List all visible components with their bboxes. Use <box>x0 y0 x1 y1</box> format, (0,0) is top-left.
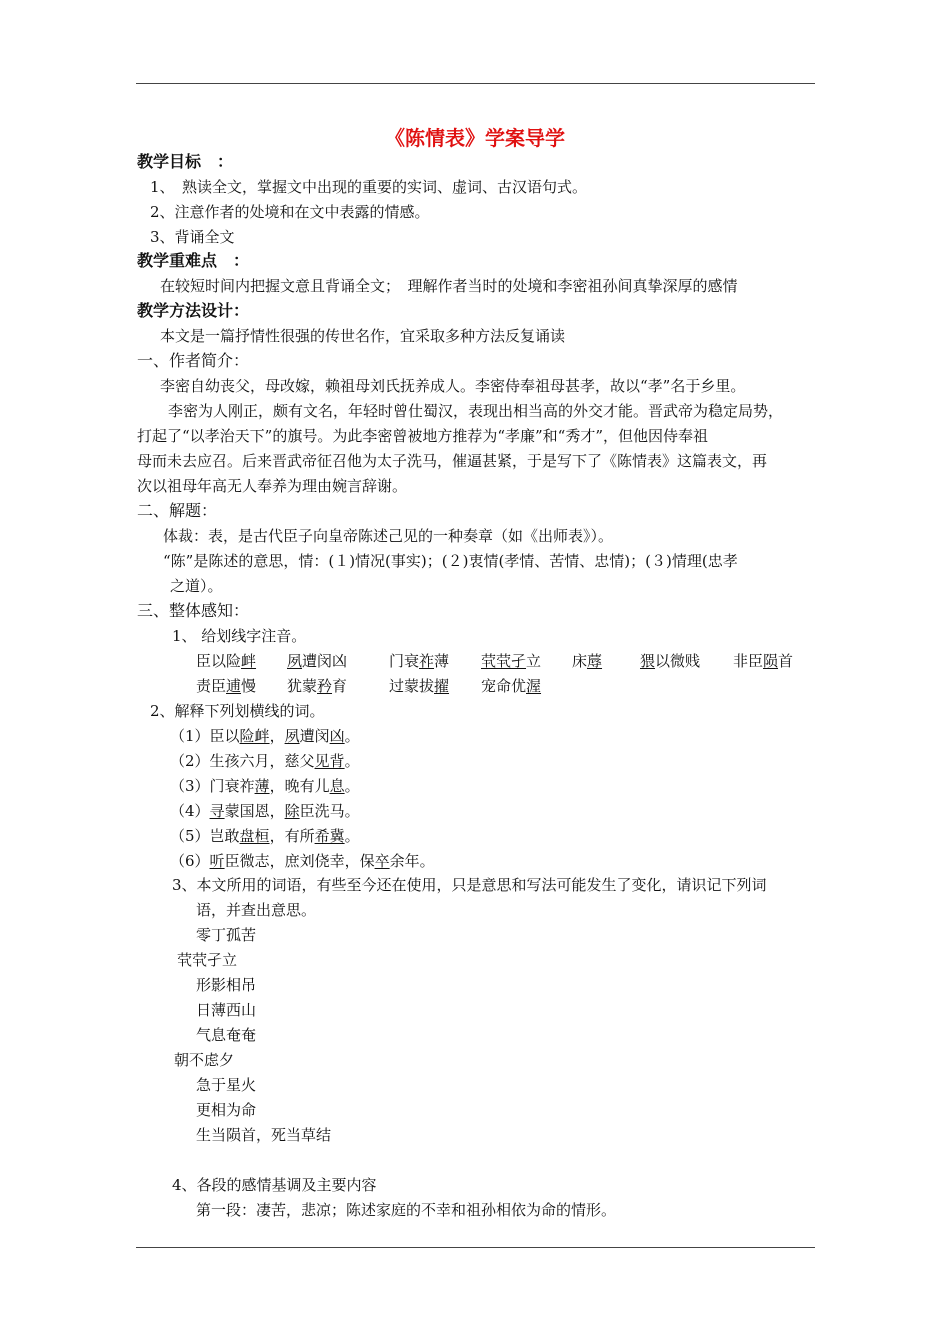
explain-item-text: 臣微志，庶刘侥幸，保 <box>224 852 375 870</box>
q4-label: 4、各段的感情基调及主要内容 <box>172 1176 377 1194</box>
explain-item-text: 蒙国恩， <box>224 802 285 820</box>
q1-label: 1、 给划线字注音。 <box>172 627 307 645</box>
word-item: 朝不虑夕 <box>174 1051 235 1069</box>
q2-label: 2、解释下列划横线的词。 <box>150 702 325 720</box>
word-item: 气息奄奄 <box>196 1026 257 1044</box>
pinyin-word-text: 遭闵凶 <box>302 652 348 670</box>
pinyin-word-text: 床 <box>572 652 588 670</box>
pinyin-word-text: 立 <box>526 652 542 670</box>
underlined-char: 陨 <box>763 652 779 670</box>
q4-text: 第一段：凄苦，悲凉；陈述家庭的不幸和祖孙相依为命的情形。 <box>196 1201 617 1219</box>
pinyin-word <box>481 676 541 696</box>
underlined-char: 猥 <box>640 652 656 670</box>
underlined-char: 蓐 <box>587 652 603 670</box>
underlined-word: 息 <box>329 777 345 795</box>
objective-item-1: 1、 熟读全文，掌握文中出现的重要的实词、虚词、古汉语句式。 <box>150 178 588 196</box>
explain-line-2: “陈”是陈述的意思，情：(１)情况(事实)；(２)衷情(孝情、苦情、忠情)；(３)情理(忠孝 <box>163 552 738 570</box>
underlined-char: 衅 <box>241 652 257 670</box>
explain-item-text: ，晚有儿 <box>269 777 330 795</box>
pinyin-word <box>481 651 541 671</box>
pinyin-word-text: 首 <box>778 652 794 670</box>
author-line-1: 李密自幼丧父，母改嫁，赖祖母刘氏抚养成人。李密侍奉祖母甚孝，故以“孝”名于乡里。 <box>160 377 746 395</box>
author-line-5: 次以祖母年高无人奉养为理由婉言辞谢。 <box>137 477 408 495</box>
underlined-word: 凶 <box>329 727 345 745</box>
explain-item-text: 。 <box>344 727 360 745</box>
objectives-heading: 教学目标 ： <box>137 152 234 171</box>
word-item: 急于星火 <box>196 1076 257 1094</box>
word-item: 日薄西山 <box>196 1001 257 1019</box>
underlined-char: 擢 <box>434 677 450 695</box>
explain-item <box>170 851 435 871</box>
explain-item-text: ，有所 <box>269 827 315 845</box>
pinyin-word <box>389 676 449 696</box>
explain-item-text: 遭闵 <box>299 727 330 745</box>
pinyin-word <box>640 651 700 671</box>
explain-item <box>170 726 360 746</box>
q3-label: 3、本文所用的词语，有些至今还在使用，只是意思和写法可能发生了变化，请识记下列词 <box>172 876 767 894</box>
explain-item-text: ， <box>269 727 285 745</box>
objective-item-3: 3、背诵全文 <box>150 228 235 246</box>
header-rule <box>136 83 815 84</box>
explain-item-text: （5）岂敢 <box>170 827 240 845</box>
pinyin-word-text: 过蒙拔 <box>389 677 435 695</box>
explain-item <box>170 776 360 796</box>
explain-item-text: 。 <box>344 752 360 770</box>
pinyin-word-text: 门衰 <box>389 652 420 670</box>
word-item: 形影相吊 <box>196 976 257 994</box>
explain-item-text: 。 <box>344 777 360 795</box>
pinyin-word-text: 薄 <box>434 652 450 670</box>
underlined-char: 夙 <box>287 652 303 670</box>
pinyin-word <box>572 651 602 671</box>
pinyin-word <box>196 676 256 696</box>
word-item: 零丁孤苦 <box>196 926 257 944</box>
objective-item-2: 2、注意作者的处境和在文中表露的情感。 <box>150 203 430 221</box>
explain-item-text: 。 <box>344 827 360 845</box>
author-heading: 一、作者简介： <box>137 351 250 370</box>
underlined-word: 盘桓 <box>239 827 270 845</box>
author-line-4: 母而未去应召。后来晋武帝征召他为太子洗马，催逼甚紧，于是写下了《陈情表》这篇表文，再 <box>137 452 768 470</box>
underlined-char: 祚 <box>419 652 435 670</box>
underlined-word: 险衅 <box>239 727 270 745</box>
key-points-heading: 教学重难点 ： <box>137 251 250 270</box>
pinyin-word-text: 育 <box>332 677 348 695</box>
pinyin-word-text: 臣以险 <box>196 652 242 670</box>
pinyin-word-text: 宠命优 <box>481 677 527 695</box>
author-line-3: 打起了“以孝治天下”的旗号。为此李密曾被地方推荐为“孝廉”和“秀才”，但他因侍奉祖 <box>137 427 709 445</box>
underlined-word: 见背 <box>314 752 345 770</box>
pinyin-word <box>287 651 347 671</box>
q3-label-cont: 语，并查出意思。 <box>196 901 317 919</box>
footer-rule <box>136 1247 815 1248</box>
explain-line-1: 体裁：表，是古代臣子向皇帝陈述己见的一种奏章（如《出师表》）。 <box>163 527 614 545</box>
word-item: 生当陨首，死当草结 <box>196 1126 332 1144</box>
pinyin-word <box>389 651 449 671</box>
method-heading: 教学方法设计： <box>137 301 250 320</box>
underlined-word: 寻 <box>209 802 225 820</box>
pinyin-word-text: 责臣 <box>196 677 227 695</box>
explain-item-text: 余年。 <box>389 852 435 870</box>
pinyin-word <box>287 676 347 696</box>
method-text: 本文是一篇抒情性很强的传世名作，宜采取多种方法反复诵读 <box>160 327 566 345</box>
underlined-word: 夙 <box>284 727 300 745</box>
explain-item-text: （2）生孩六月，慈父 <box>170 752 315 770</box>
explain-item-text: （6） <box>170 852 210 870</box>
underlined-word: 除 <box>284 802 300 820</box>
underlined-word: 卒 <box>374 852 390 870</box>
explain-item-text: 臣洗马。 <box>299 802 360 820</box>
pinyin-word-text: 非臣 <box>733 652 764 670</box>
underlined-char: 茕茕孑 <box>481 652 527 670</box>
pinyin-word-text: 犹蒙 <box>287 677 318 695</box>
explain-item-text: （1）臣以 <box>170 727 240 745</box>
underlined-char: 矜 <box>317 677 333 695</box>
explain-heading: 二、解题： <box>137 501 218 520</box>
underlined-char: 渥 <box>526 677 542 695</box>
underlined-word: 希冀 <box>314 827 345 845</box>
underlined-word: 听 <box>209 852 225 870</box>
underlined-char: 逋 <box>226 677 242 695</box>
explain-line-3: 之道）。 <box>170 577 223 595</box>
explain-item <box>170 826 360 846</box>
page-title: 《陈情表》学案导学 <box>385 126 565 150</box>
underlined-word: 薄 <box>254 777 270 795</box>
key-points-text: 在较短时间内把握文意且背诵全文； 理解作者当时的处境和李密祖孙间真挚深厚的感情 <box>160 277 738 295</box>
word-item: 茕茕孑立 <box>177 951 238 969</box>
pinyin-word <box>733 651 793 671</box>
author-line-2: 李密为人刚正，颇有文名，年轻时曾仕蜀汉，表现出相当高的外交才能。晋武帝为稳定局势， <box>168 402 784 420</box>
explain-item-text: （4） <box>170 802 210 820</box>
pinyin-word <box>196 651 256 671</box>
pinyin-word-text: 慢 <box>241 677 257 695</box>
pinyin-word-text: 以微贱 <box>655 652 701 670</box>
overall-heading: 三、整体感知： <box>137 601 250 620</box>
explain-item <box>170 801 360 821</box>
word-item: 更相为命 <box>196 1101 257 1119</box>
explain-item-text: （3）门衰祚 <box>170 777 255 795</box>
explain-item <box>170 751 360 771</box>
